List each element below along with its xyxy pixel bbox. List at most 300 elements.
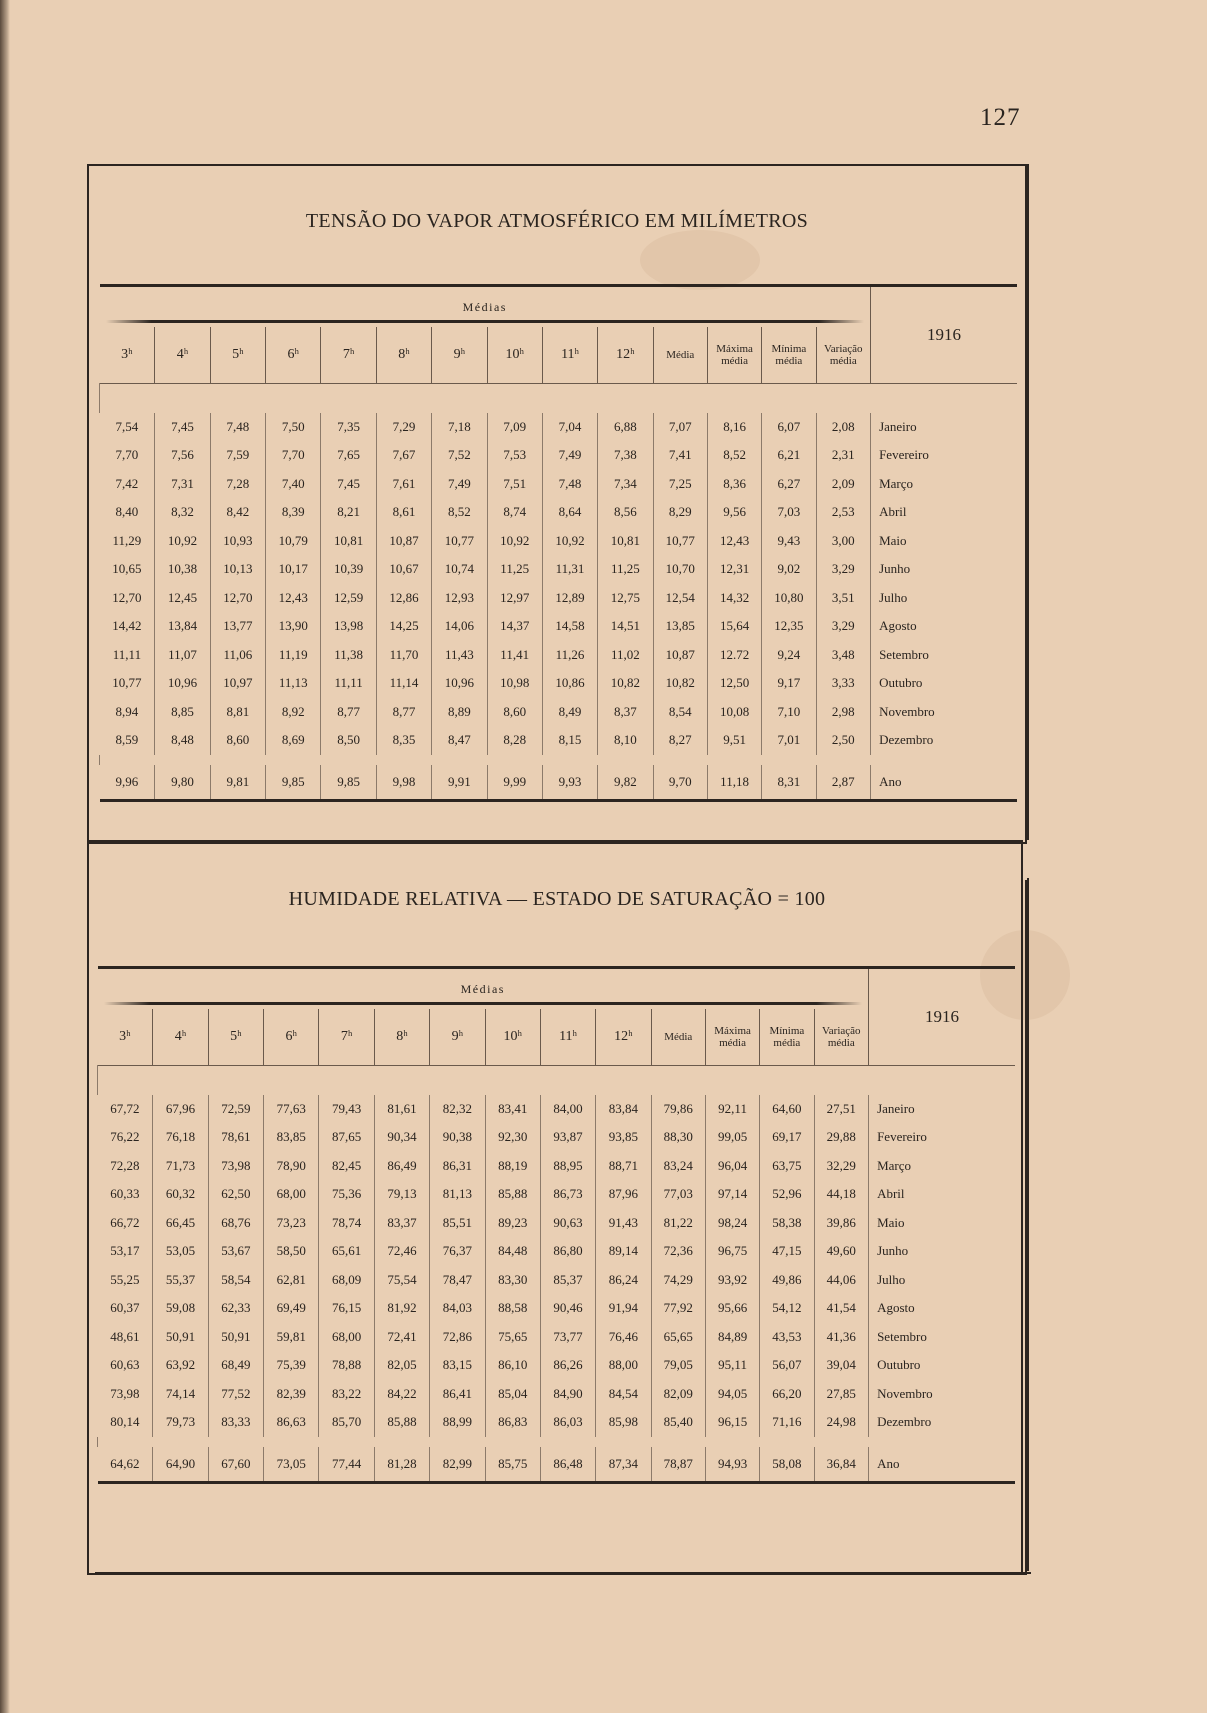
- table-cell: 2,87: [816, 765, 871, 801]
- table-cell: 9,99: [487, 765, 542, 801]
- table-cell: 8,69: [266, 726, 321, 755]
- table-cell: 77,44: [319, 1447, 374, 1483]
- table-cell: 7,25: [653, 470, 707, 499]
- table-cell: 8,77: [376, 698, 431, 727]
- table-cell: 10,67: [376, 555, 431, 584]
- panel-border-left: [87, 840, 89, 1573]
- table-row: [98, 1323, 1016, 1352]
- table-cell: 7,09: [487, 413, 542, 442]
- table-cell: 8,52: [707, 441, 761, 470]
- table-cell: 67,96: [153, 1095, 208, 1124]
- table-cell: 8,37: [598, 698, 653, 727]
- panel-divider: [87, 840, 1023, 842]
- table-cell: 88,00: [596, 1351, 651, 1380]
- column-header: 11ʰ: [542, 327, 597, 384]
- table-cell: 78,47: [430, 1266, 485, 1295]
- table-cell: 86,49: [374, 1152, 429, 1181]
- table-cell: 88,19: [485, 1152, 540, 1181]
- table-cell: 8,77: [321, 698, 376, 727]
- table-cell: 85,88: [374, 1408, 429, 1437]
- table-cell: 87,96: [596, 1180, 651, 1209]
- table-cell: 8,61: [376, 498, 431, 527]
- table-cell: 48,61: [110, 1328, 140, 1344]
- table-cell: 85,75: [485, 1447, 540, 1483]
- table-cell: 12.72: [707, 641, 761, 670]
- table-row: [100, 641, 1018, 670]
- table-row: [100, 555, 1018, 584]
- table-cell: 76,15: [319, 1294, 374, 1323]
- table-cell: 47,15: [760, 1237, 814, 1266]
- month-label: Fevereiro: [869, 1123, 1015, 1152]
- year-header: 1916: [871, 286, 1017, 384]
- page-spine: [0, 0, 10, 1713]
- table-cell: 10,87: [376, 527, 431, 556]
- table-cell: 68,00: [319, 1323, 374, 1352]
- table-cell: 12,70: [112, 589, 142, 605]
- table-cell: 86,10: [485, 1351, 540, 1380]
- table-row: [98, 1294, 1016, 1323]
- table-cell: 7,49: [432, 470, 487, 499]
- column-header: Máxima média: [705, 1009, 759, 1066]
- table-cell: 10,08: [707, 698, 761, 727]
- table-cell: 8,39: [266, 498, 321, 527]
- table-cell: 92,11: [705, 1095, 759, 1124]
- table-row: [98, 1180, 1016, 1209]
- table-cell: 7,70: [266, 441, 321, 470]
- table-cell: 7,48: [210, 413, 265, 442]
- table-cell: 10,98: [487, 669, 542, 698]
- table-cell: 86,83: [485, 1408, 540, 1437]
- table-cell: 41,54: [814, 1294, 869, 1323]
- table-cell: 83,24: [651, 1152, 705, 1181]
- table-cell: 83,84: [596, 1095, 651, 1124]
- table-cell: 72,28: [110, 1157, 140, 1173]
- panel-border: [1027, 878, 1033, 1571]
- table-cell: 8,89: [432, 698, 487, 727]
- table-cell: 62,33: [208, 1294, 263, 1323]
- table-cell: 7,35: [321, 413, 376, 442]
- table-cell: 86,24: [596, 1266, 651, 1295]
- table-cell: 55,25: [110, 1271, 140, 1287]
- table-cell: 89,14: [596, 1237, 651, 1266]
- table-cell: 72,86: [430, 1323, 485, 1352]
- vapor-pressure-body: [100, 384, 1018, 801]
- table-cell: 8,64: [542, 498, 597, 527]
- table-cell: 68,49: [208, 1351, 263, 1380]
- table-cell: 2,31: [816, 441, 871, 470]
- table-cell: 8,42: [210, 498, 265, 527]
- year-header: 1916: [869, 968, 1015, 1066]
- month-label: Março: [869, 1152, 1015, 1181]
- table-cell: 93,92: [705, 1266, 759, 1295]
- table-cell: 95,66: [705, 1294, 759, 1323]
- table-cell: 12,89: [542, 584, 597, 613]
- table-cell: 7,67: [376, 441, 431, 470]
- table-cell: 82,99: [430, 1447, 485, 1483]
- table-cell: 24,98: [814, 1408, 869, 1437]
- table-cell: 11,25: [598, 555, 653, 584]
- table-cell: 73,98: [208, 1152, 263, 1181]
- table-cell: 8,74: [487, 498, 542, 527]
- month-label: Abril: [869, 1180, 1015, 1209]
- table-cell: 14,37: [487, 612, 542, 641]
- table-cell: 86,26: [540, 1351, 595, 1380]
- table-cell: 7,38: [598, 441, 653, 470]
- column-header: Mínima média: [762, 327, 816, 384]
- table-cell: 96,75: [705, 1237, 759, 1266]
- table-cell: 7,40: [266, 470, 321, 499]
- month-label: Junho: [871, 555, 1017, 584]
- table-cell: 39,04: [814, 1351, 869, 1380]
- table-cell: 11,38: [321, 641, 376, 670]
- table-cell: 89,23: [485, 1209, 540, 1238]
- table-cell: 7,49: [542, 441, 597, 470]
- table-cell: 10,81: [321, 527, 376, 556]
- table-cell: 86,41: [430, 1380, 485, 1409]
- table-cell: 78,74: [319, 1209, 374, 1238]
- table-row: [100, 413, 1018, 442]
- table-cell: 10,65: [112, 561, 142, 577]
- table-cell: 10,86: [542, 669, 597, 698]
- table-cell: 10,80: [762, 584, 816, 613]
- month-label: Ano: [871, 765, 1017, 801]
- column-header: 12ʰ: [596, 1009, 651, 1066]
- column-header: Variação média: [816, 327, 871, 384]
- table-cell: 10,96: [155, 669, 210, 698]
- month-label: Setembro: [869, 1323, 1015, 1352]
- table-cell: 58,54: [208, 1266, 263, 1295]
- table-cell: 10,17: [266, 555, 321, 584]
- table-cell: 62,50: [208, 1180, 263, 1209]
- month-label: Fevereiro: [871, 441, 1017, 470]
- table-cell: 11,11: [112, 646, 142, 662]
- table-cell: 3,29: [816, 612, 871, 641]
- table-cell: 12,31: [707, 555, 761, 584]
- table-cell: 82,39: [264, 1380, 319, 1409]
- column-header: Variação média: [814, 1009, 869, 1066]
- table-cell: 9,24: [762, 641, 816, 670]
- table-cell: 7,01: [762, 726, 816, 755]
- table-cell: 12,50: [707, 669, 761, 698]
- table-cell: 7,65: [321, 441, 376, 470]
- column-header: 10ʰ: [485, 1009, 540, 1066]
- table-cell: 67,72: [110, 1100, 140, 1116]
- month-label: Maio: [871, 527, 1017, 556]
- table-row: [98, 1237, 1016, 1266]
- table-cell: 8,85: [155, 698, 210, 727]
- table-cell: 3,48: [816, 641, 871, 670]
- table-cell: 10,77: [653, 527, 707, 556]
- table-cell: 7,03: [762, 498, 816, 527]
- table-cell: 29,88: [814, 1123, 869, 1152]
- table-cell: 9,02: [762, 555, 816, 584]
- table-cell: 7,18: [432, 413, 487, 442]
- table-cell: 10,38: [155, 555, 210, 584]
- table-row: [98, 1209, 1016, 1238]
- table-cell: 50,91: [208, 1323, 263, 1352]
- table-cell: 78,87: [651, 1447, 705, 1483]
- month-label: Agosto: [871, 612, 1017, 641]
- table-cell: 11,07: [155, 641, 210, 670]
- table-cell: 91,94: [596, 1294, 651, 1323]
- medias-group-header: [98, 968, 869, 1010]
- table-cell: 7,50: [266, 413, 321, 442]
- table-cell: 12,59: [321, 584, 376, 613]
- table-cell: 84,22: [374, 1380, 429, 1409]
- table-row: [100, 441, 1018, 470]
- table-cell: 60,33: [110, 1186, 140, 1202]
- table-cell: 7,34: [598, 470, 653, 499]
- table-cell: 9,85: [266, 765, 321, 801]
- row-gap: [100, 755, 1018, 765]
- table-cell: 66,20: [760, 1380, 814, 1409]
- table-cell: 8,56: [598, 498, 653, 527]
- column-header: 8ʰ: [376, 327, 431, 384]
- table-cell: 53,67: [208, 1237, 263, 1266]
- table-cell: 66,45: [153, 1209, 208, 1238]
- table-cell: 10,93: [210, 527, 265, 556]
- table-cell: 73,05: [264, 1447, 319, 1483]
- table-cell: 7,52: [432, 441, 487, 470]
- table-cell: 7,54: [115, 418, 139, 434]
- table-cell: 10,79: [266, 527, 321, 556]
- table-cell: 9,85: [321, 765, 376, 801]
- table-cell: 14,51: [598, 612, 653, 641]
- month-label: Abril: [871, 498, 1017, 527]
- table-cell: 71,16: [760, 1408, 814, 1437]
- table-cell: 7,10: [762, 698, 816, 727]
- table-cell: 3,33: [816, 669, 871, 698]
- column-header: Média: [651, 1009, 705, 1066]
- table-cell: 58,08: [760, 1447, 814, 1483]
- table-cell: 10,92: [487, 527, 542, 556]
- table-cell: 10,96: [432, 669, 487, 698]
- table-cell: 8,40: [115, 504, 139, 520]
- column-header: 12ʰ: [598, 327, 653, 384]
- medias-brace: [106, 320, 865, 323]
- table-cell: 7,45: [321, 470, 376, 499]
- table-cell: 88,71: [596, 1152, 651, 1181]
- table-cell: 85,04: [485, 1380, 540, 1409]
- table-cell: 8,52: [432, 498, 487, 527]
- table-cell: 75,36: [319, 1180, 374, 1209]
- table-cell: 7,28: [210, 470, 265, 499]
- table-cell: 8,81: [210, 698, 265, 727]
- table-cell: 64,90: [153, 1447, 208, 1483]
- table-cell: 6,27: [762, 470, 816, 499]
- month-label: Dezembro: [869, 1408, 1015, 1437]
- table-cell: 59,08: [153, 1294, 208, 1323]
- table-cell: 11,70: [376, 641, 431, 670]
- table-cell: 2,08: [816, 413, 871, 442]
- table-row: [98, 1408, 1016, 1437]
- table-cell: 82,45: [319, 1152, 374, 1181]
- table-cell: 73,77: [540, 1323, 595, 1352]
- table-cell: 8,60: [210, 726, 265, 755]
- table-cell: 9,93: [542, 765, 597, 801]
- table-cell: 86,48: [540, 1447, 595, 1483]
- table-cell: 95,11: [705, 1351, 759, 1380]
- table-cell: 8,94: [115, 703, 139, 719]
- table-cell: 65,61: [319, 1237, 374, 1266]
- vapor-pressure-table: [99, 284, 1017, 802]
- table-cell: 78,61: [208, 1123, 263, 1152]
- table-cell: 7,04: [542, 413, 597, 442]
- table-cell: 14,25: [376, 612, 431, 641]
- header-separator: [98, 1066, 1016, 1095]
- table-cell: 8,50: [321, 726, 376, 755]
- table-cell: 56,07: [760, 1351, 814, 1380]
- table-cell: 85,37: [540, 1266, 595, 1295]
- table-cell: 64,60: [760, 1095, 814, 1124]
- medias-label: Médias: [460, 981, 505, 996]
- column-header: 5ʰ: [208, 1009, 263, 1066]
- table-cell: 10,81: [598, 527, 653, 556]
- month-label: Outubro: [871, 669, 1017, 698]
- table-cell: 78,88: [319, 1351, 374, 1380]
- table-cell: 10,70: [653, 555, 707, 584]
- table-cell: 8,28: [487, 726, 542, 755]
- table-cell: 52,96: [760, 1180, 814, 1209]
- table-cell: 11,14: [376, 669, 431, 698]
- table-cell: 85,40: [651, 1408, 705, 1437]
- column-header: 6ʰ: [266, 327, 321, 384]
- table-cell: 74,29: [651, 1266, 705, 1295]
- column-header: Mínima média: [760, 1009, 814, 1066]
- table-cell: 75,39: [264, 1351, 319, 1380]
- table-cell: 88,95: [540, 1152, 595, 1181]
- table-cell: 93,85: [596, 1123, 651, 1152]
- table-cell: 9,91: [432, 765, 487, 801]
- table-row: [98, 1095, 1016, 1124]
- column-header: 7ʰ: [319, 1009, 374, 1066]
- month-label: Novembro: [869, 1380, 1015, 1409]
- table-cell: 79,05: [651, 1351, 705, 1380]
- table-cell: 77,52: [208, 1380, 263, 1409]
- table-cell: 6,07: [762, 413, 816, 442]
- table-cell: 84,00: [540, 1095, 595, 1124]
- table-cell: 98,24: [705, 1209, 759, 1238]
- column-header: 4ʰ: [155, 327, 210, 384]
- table-cell: 49,86: [760, 1266, 814, 1295]
- table-cell: 53,17: [110, 1243, 140, 1259]
- table-cell: 90,46: [540, 1294, 595, 1323]
- month-label: Ano: [869, 1447, 1015, 1483]
- month-label: Outubro: [869, 1351, 1015, 1380]
- table-cell: 68,09: [319, 1266, 374, 1295]
- table-cell: 14,06: [432, 612, 487, 641]
- table-cell: 11,19: [266, 641, 321, 670]
- table-cell: 68,76: [208, 1209, 263, 1238]
- column-header: 3ʰ: [119, 1029, 131, 1044]
- table-cell: 83,30: [485, 1266, 540, 1295]
- table-cell: 60,32: [153, 1180, 208, 1209]
- column-header: 10ʰ: [487, 327, 542, 384]
- table-cell: 69,17: [760, 1123, 814, 1152]
- month-label: Março: [871, 470, 1017, 499]
- table-cell: 8,47: [432, 726, 487, 755]
- table-cell: 3,00: [816, 527, 871, 556]
- table-cell: 12,35: [762, 612, 816, 641]
- table-cell: 3,51: [816, 584, 871, 613]
- table-cell: 64,62: [98, 1447, 153, 1483]
- panel-bottom-shadow: [95, 1572, 1031, 1574]
- table-cell: 8,21: [321, 498, 376, 527]
- table-cell: 7,31: [155, 470, 210, 499]
- table-row: [100, 498, 1018, 527]
- table-cell: 41,36: [814, 1323, 869, 1352]
- table-cell: 86,63: [264, 1408, 319, 1437]
- table-cell: 90,34: [374, 1123, 429, 1152]
- table-cell: 72,59: [208, 1095, 263, 1124]
- table-cell: 10,82: [653, 669, 707, 698]
- table-cell: 2,50: [816, 726, 871, 755]
- table-row: [100, 698, 1018, 727]
- table-cell: 9,17: [762, 669, 816, 698]
- table-cell: 94,05: [705, 1380, 759, 1409]
- table-cell: 75,65: [485, 1323, 540, 1352]
- table-cell: 80,14: [110, 1414, 140, 1430]
- table-cell: 7,51: [487, 470, 542, 499]
- table-cell: 84,89: [705, 1323, 759, 1352]
- table-cell: 81,92: [374, 1294, 429, 1323]
- table-cell: 2,98: [816, 698, 871, 727]
- table-cell: 79,73: [153, 1408, 208, 1437]
- table-cell: 76,46: [596, 1323, 651, 1352]
- table-cell: 90,38: [430, 1123, 485, 1152]
- table-cell: 90,63: [540, 1209, 595, 1238]
- table-cell: 84,54: [596, 1380, 651, 1409]
- table-cell: 73,98: [110, 1385, 140, 1401]
- month-label: Agosto: [869, 1294, 1015, 1323]
- panel-border-right: [1021, 840, 1023, 1573]
- table-cell: 82,32: [430, 1095, 485, 1124]
- table-row: [98, 1123, 1016, 1152]
- table-cell: 12,54: [653, 584, 707, 613]
- medias-group-header: [100, 286, 871, 328]
- table-cell: 11,29: [112, 532, 142, 548]
- table-cell: 13,90: [266, 612, 321, 641]
- table-cell: 8,49: [542, 698, 597, 727]
- table-cell: 69,49: [264, 1294, 319, 1323]
- table-cell: 58,50: [264, 1237, 319, 1266]
- table-cell: 85,88: [485, 1180, 540, 1209]
- table-cell: 11,06: [210, 641, 265, 670]
- column-header: 3ʰ: [121, 347, 133, 362]
- table-cell: 2,09: [816, 470, 871, 499]
- table-cell: 84,48: [485, 1237, 540, 1266]
- table-cell: 77,92: [651, 1294, 705, 1323]
- table-cell: 10,92: [542, 527, 597, 556]
- table-cell: 6,88: [598, 413, 653, 442]
- table-cell: 82,09: [651, 1380, 705, 1409]
- table-cell: 27,85: [814, 1380, 869, 1409]
- month-label: Novembro: [871, 698, 1017, 727]
- column-header: 9ʰ: [430, 1009, 485, 1066]
- table-cell: 12,93: [432, 584, 487, 613]
- table-cell: 91,43: [596, 1209, 651, 1238]
- table-cell: 7,42: [115, 475, 139, 491]
- table-cell: 36,84: [814, 1447, 869, 1483]
- table-cell: 76,22: [110, 1129, 140, 1145]
- table-cell: 8,31: [762, 765, 816, 801]
- table-cell: 10,82: [598, 669, 653, 698]
- table-cell: 9,43: [762, 527, 816, 556]
- table-cell: 50,91: [153, 1323, 208, 1352]
- table-cell: 3,29: [816, 555, 871, 584]
- table-cell: 81,61: [374, 1095, 429, 1124]
- table-cell: 85,70: [319, 1408, 374, 1437]
